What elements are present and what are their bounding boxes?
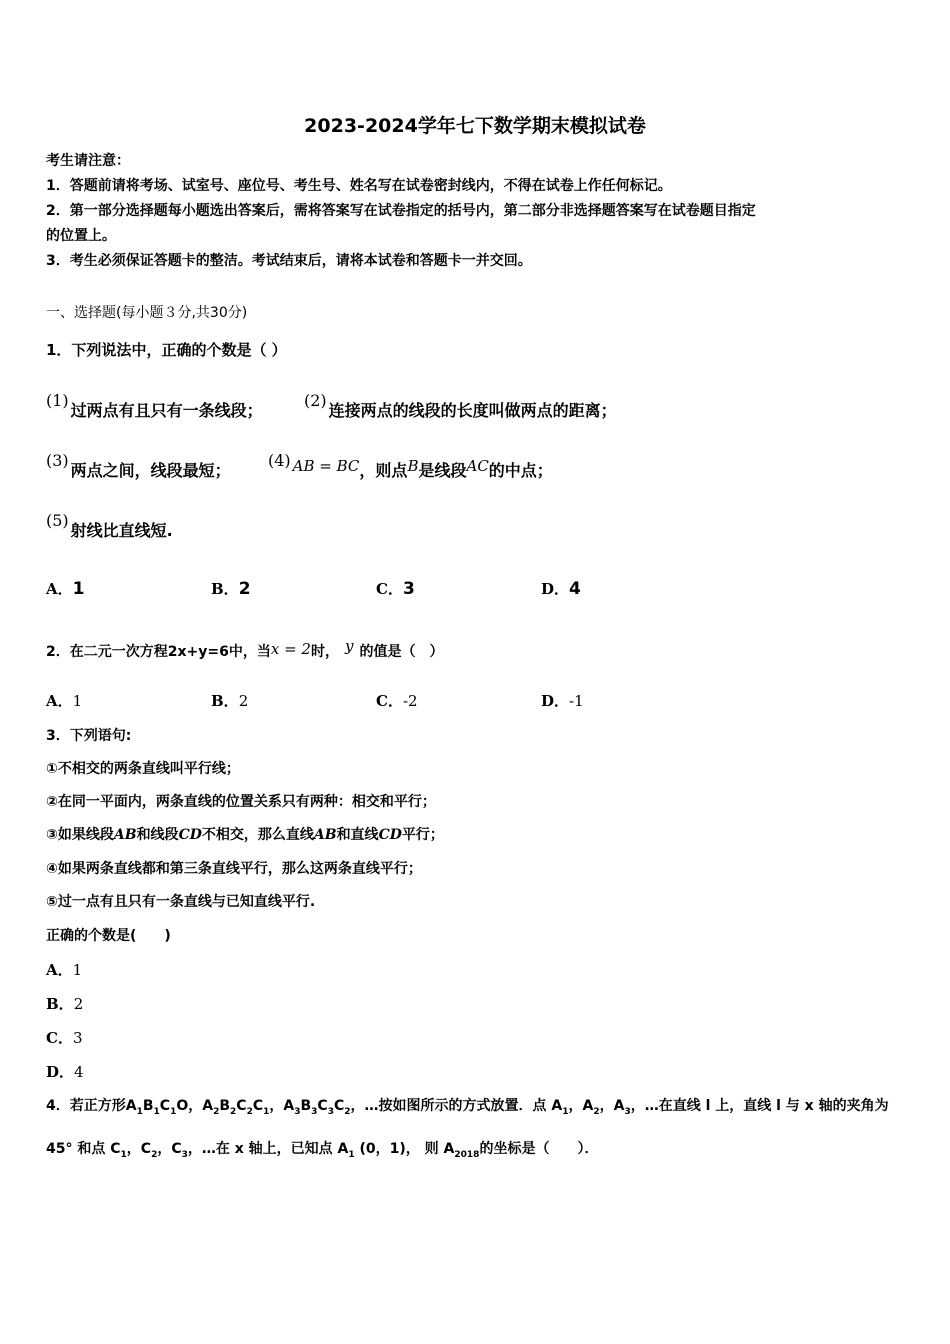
- math-line: AB: [313, 827, 337, 843]
- q1-option-c[interactable]: [376, 578, 415, 599]
- option-label: A．: [46, 961, 73, 979]
- option-value: -2: [402, 692, 418, 710]
- option-value: 3: [402, 579, 415, 599]
- statement-text: ，则点: [359, 461, 408, 480]
- q1-statement-3: [46, 451, 231, 481]
- statement-text: 两点之间，线段最短；: [70, 461, 231, 480]
- stmt-text: 和线段: [136, 827, 179, 843]
- notice-item-1: 1．答题前请将考场、试室号、座位号、考生号、姓名写在试卷密封线内，不得在试卷上作任何标记。: [46, 178, 672, 194]
- statement-number: (1): [46, 391, 69, 410]
- notice-item-3: 3．考生必须保证答题卡的整洁。考试结束后，请将本试卷和答题卡一并交回。: [46, 253, 532, 269]
- q1-option-d[interactable]: [541, 578, 581, 599]
- option-value: 2: [238, 692, 249, 710]
- option-label: D．: [541, 580, 570, 598]
- q1-statement-1: [46, 391, 263, 421]
- math-variable: y: [344, 637, 354, 655]
- option-label: A．: [46, 580, 73, 598]
- option-label: C．: [376, 692, 403, 710]
- option-label: B．: [211, 580, 239, 598]
- option-value: 1: [72, 961, 83, 979]
- q3-stem: 3．下列语句:: [46, 728, 132, 744]
- statement-text: 射线比直线短.: [70, 521, 173, 540]
- option-label: D．: [541, 692, 570, 710]
- q1-statement-4: [268, 451, 553, 481]
- stmt-text: 和直线: [336, 827, 379, 843]
- q2-option-a[interactable]: [46, 690, 82, 711]
- option-value: 4: [74, 1063, 84, 1081]
- option-label: B．: [211, 692, 239, 710]
- option-label: B．: [46, 995, 74, 1013]
- math-segment: CD: [178, 827, 202, 843]
- statement-number: (3): [46, 451, 69, 470]
- statement-text: 过两点有且只有一条线段；: [70, 401, 263, 420]
- option-label: C．: [46, 1029, 73, 1047]
- stem-text: 中，当: [228, 644, 271, 660]
- stmt-text: 不相交，那么直线: [201, 827, 314, 843]
- math-line: CD: [378, 827, 402, 843]
- math-expression: AB = BC: [292, 457, 360, 475]
- q3-option-a[interactable]: [46, 959, 82, 980]
- option-label: D．: [46, 1063, 75, 1081]
- math-segment: AC: [466, 457, 489, 475]
- page-title: 2023-2024学年七下数学期末模拟试卷: [304, 115, 646, 137]
- option-value: 3: [72, 1029, 83, 1047]
- option-value: -1: [569, 692, 584, 710]
- q1-statement-2: [304, 391, 617, 421]
- option-value: 1: [72, 692, 83, 710]
- q2-option-c[interactable]: [376, 690, 418, 711]
- statement-number: (4): [268, 451, 291, 470]
- notice-item-2: 2．第一部分选择题每小题选出答案后，需将答案写在试卷指定的括号内，第二部分非选择题答案写在试卷题目指定: [46, 203, 756, 219]
- option-value: 4: [569, 579, 581, 599]
- math-segment: AB: [113, 827, 137, 843]
- stem-text: 时，: [310, 644, 339, 660]
- section-heading: 一、选择题(每小题３分,共30分): [46, 305, 248, 321]
- option-value: 2: [238, 579, 251, 599]
- q4-stem: 4．若正方形$A_1B_1C_1O$，$A_2B_2C_2C_1$，$A_3B_3C_3C_2$，…按如图所示的方式放置．点 $A_1$，$A_2$，$A_3$，…在直线 l 上，直线 l 与 x 轴的夹角为 45° 和点 $C_1$，$C_2$，$C_3$，…在 x 轴上，已知点 $A_1$ (0，1)， 则 $A_{2018}$的坐标是（ ）．: [46, 1098, 889, 1160]
- q3-statement-4: ④如果两条直线都和第三条直线平行，那么这两条直线平行；: [46, 861, 422, 877]
- statement-text: 连接两点的线段的长度叫做两点的距离；: [328, 401, 617, 420]
- q1-option-a[interactable]: [46, 578, 84, 599]
- q3-option-d[interactable]: [46, 1061, 84, 1082]
- option-value: 1: [72, 579, 85, 599]
- option-label: A．: [46, 692, 73, 710]
- equation: 2x+y=6: [167, 644, 229, 660]
- q3-statement-2: ②在同一平面内，两条直线的位置关系只有两种：相交和平行；: [46, 794, 436, 810]
- q2-stem: [46, 637, 444, 661]
- statement-text: 的中点；: [488, 461, 553, 480]
- q3-statement-1: ①不相交的两条直线叫平行线；: [46, 761, 240, 777]
- option-label: C．: [376, 580, 403, 598]
- q1-stem: 1．下列说法中，正确的个数是（ ）: [46, 341, 287, 359]
- q2-option-b[interactable]: [211, 690, 248, 711]
- statement-number: (2): [304, 391, 327, 410]
- q3-statement-5: ⑤过一点有且只有一条直线与已知直线平行.: [46, 894, 316, 910]
- q3-ask: 正确的个数是( ): [46, 928, 171, 944]
- q3-option-c[interactable]: [46, 1027, 83, 1048]
- q2-option-d[interactable]: [541, 690, 584, 711]
- statement-number: (5): [46, 511, 69, 530]
- math-point: B: [407, 457, 419, 475]
- stem-text: 的值是（ ）: [359, 644, 444, 660]
- statement-text: 是线段: [418, 461, 467, 480]
- q1-option-b[interactable]: [211, 578, 251, 599]
- stmt-text: 平行；: [401, 827, 444, 843]
- stmt-text: ③如果线段: [46, 827, 114, 843]
- option-value: 2: [73, 995, 84, 1013]
- notice-heading: 考生请注意：: [46, 153, 130, 169]
- notice-item-2-cont: 的位置上。: [46, 228, 116, 244]
- q3-statement-3: [46, 824, 444, 844]
- q3-option-b[interactable]: [46, 993, 83, 1014]
- math-condition: x = 2: [270, 640, 311, 658]
- q1-statement-5: [46, 511, 173, 541]
- stem-text: 2．在二元一次方程: [46, 644, 168, 660]
